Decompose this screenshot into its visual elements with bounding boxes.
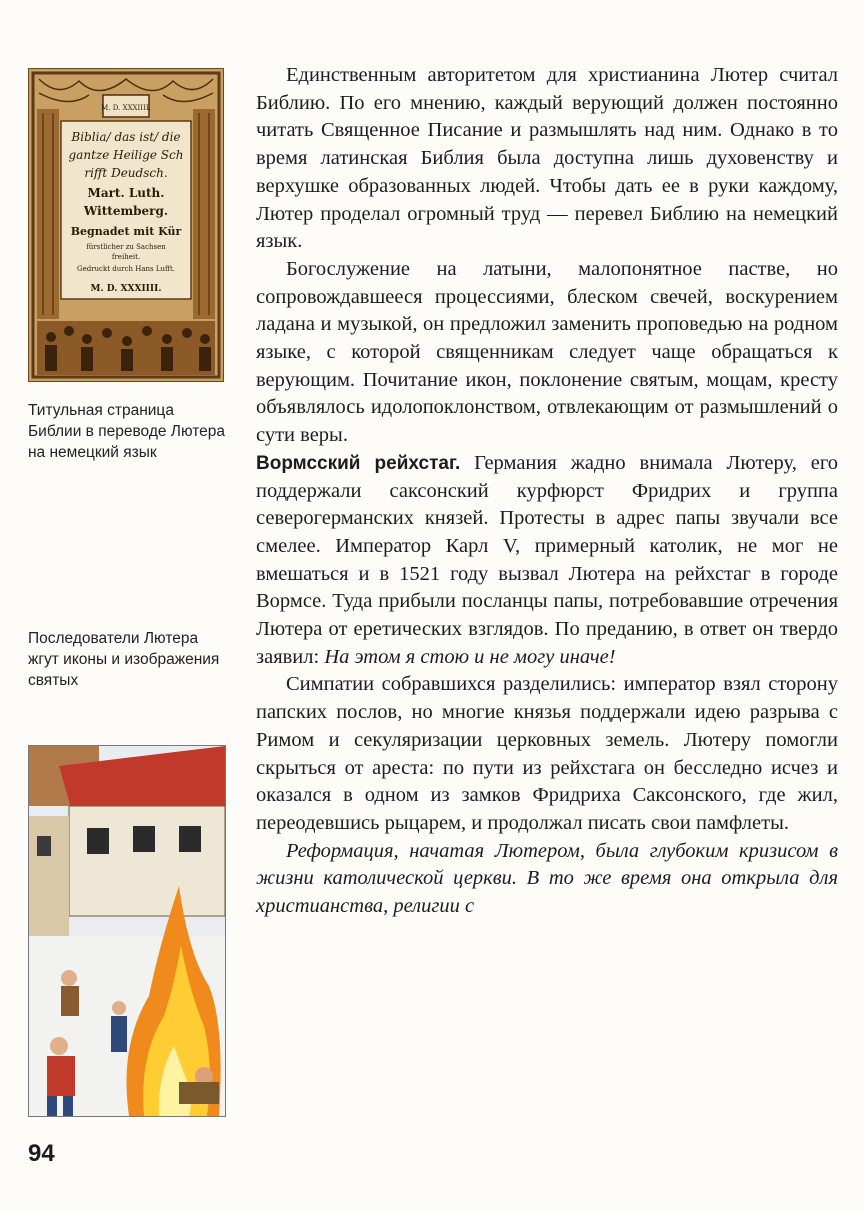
- title-page-line: Wittemberg.: [83, 204, 169, 218]
- title-page-line: Biblia/ das ist/ die: [71, 130, 181, 144]
- paragraph-conclusion: Реформация, начатая Лютером, была глубоким кризисом в жизни католической церкви. В то же время она открыла для христианства, религии с: [256, 839, 838, 918]
- burning-icons-painting-icon: [29, 746, 225, 1116]
- title-page-line: M. D. XXXIIII.: [101, 104, 151, 112]
- paragraph: Симпатии собравшихся разделились: император взял сторону папских послов, но многие князья поддержали идею разрыва с Римом и секуляризации церковных земель. Лютеру помогли скрыться от ареста: по пути из рейхстага он бесследно исчез и оказался в одном из замков Фридриха Саксонского, где жил, переодевшись рыцарем, и продолжал писать свои памфлеты.: [256, 673, 838, 834]
- caption-title-page: Титульная страница Библии в переводе Лютера на немецкий язык: [28, 402, 226, 461]
- paragraph: Богослужение на латыни, малопонятное пастве, но сопровождавшееся процессиями, блеском свечей, воскурением ладана и музыкой, он предложил заменить проповедью на родном языке, с которой священникам следует чаще обращаться к верующим. Почитание икон, поклонение святым, мощам, кресту объявлялось идолопоклонством, отвлекающим от размышлений о сути веры.: [256, 257, 838, 447]
- burning-icons-image: [28, 745, 226, 1117]
- title-page-line: M. D. XXXIIII.: [90, 284, 162, 294]
- page-number: 94: [28, 1140, 55, 1167]
- title-page-line: rifft Deudsch.: [84, 166, 168, 180]
- luther-quote: На этом я стою и не могу иначе!: [324, 645, 616, 668]
- sidebar: [28, 68, 224, 382]
- title-page-line: Mart. Luth.: [87, 186, 165, 200]
- caption-burning: Последователи Лютера жгут иконы и изображения святых: [28, 630, 220, 689]
- title-page-line: Begnadet mit Kür: [70, 225, 182, 238]
- main-text: [256, 62, 838, 921]
- bible-title-page-woodcut-icon: [29, 69, 223, 381]
- title-page-line: gantze Heilige Sch: [68, 148, 184, 162]
- paragraph-text: Германия жадно внимала Лютеру, его поддержали саксонский курфюрст Фридрих и группа северогерманских князей. Протесты в адрес папы звучали все смелее. Император Карл V, примерный католик, не мог не вмешаться и в 1521 году вызвал Лютера на рейхстаг в городе Вормсе. Туда прибыли посланцы папы, потребовавшие отречения Лютера от еретических взглядов. По преданию, в ответ он твердо заявил:: [256, 451, 838, 668]
- paragraph-worms: [256, 450, 838, 672]
- title-page-line: fürstlicher zu Sachsen: [86, 243, 166, 251]
- title-page-line: Gedruckt durch Hans Lufft.: [76, 265, 176, 273]
- bible-title-page-image: [28, 68, 224, 382]
- title-page-line: freiheit.: [111, 253, 141, 261]
- section-heading: Вормсский рейхстаг.: [256, 452, 461, 474]
- paragraph: Единственным авторитетом для христианина Лютер считал Библию. По его мнению, каждый верующий должен постоянно читать Священное Писание и размышлять над ним. Однако в то время латинская Библия была доступна лишь духовенству и верхушке образованных людей. Чтобы дать ее в руки каждому, Лютер проделал огромный труд — перевел Библию на немецкий язык.: [256, 64, 838, 253]
